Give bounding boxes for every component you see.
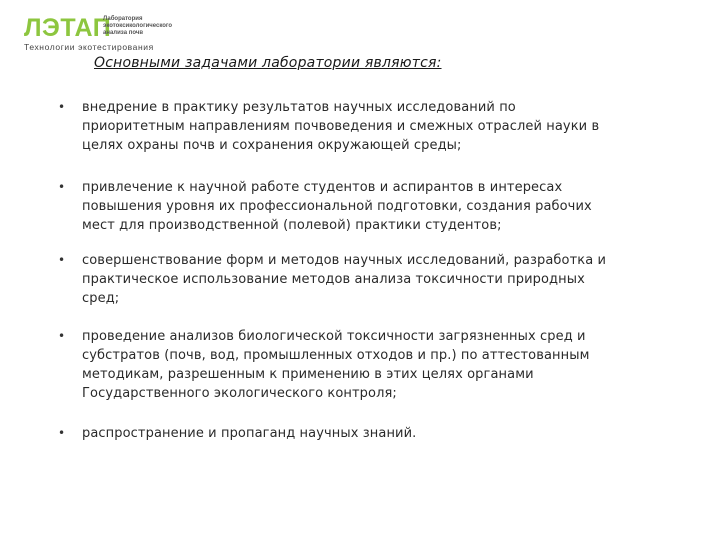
task-text: внедрение в практику результатов научных исследований по приоритетным направлениям почвоведения и смежных отраслей науки в целях охраны почв и сохранения окружающей среды; xyxy=(82,100,600,153)
logo-subtitle xyxy=(103,16,193,37)
logo-tagline: Технологии экотестирования xyxy=(24,42,154,52)
bullet-icon: • xyxy=(58,180,66,194)
task-text: проведение анализов биологической токсичности загрязненных сред и субстратов (почв, вод, промышленных отходов и пр.) по аттестованным методикам, разрешенным к применению в этих целях органами Государственного экологического контроля; xyxy=(82,329,590,401)
logo-subtitle-line: анализа почв xyxy=(103,30,144,36)
bullet-icon: • xyxy=(58,253,66,267)
logo-name: ЛЭТАП xyxy=(24,14,112,42)
page-heading: Основными задачами лаборатории являются: xyxy=(94,55,442,71)
task-text: привлечение к научной работе студентов и аспирантов в интересах повышения уровня их профессиональной подготовки, создания рабочих мест для производственной (полевой) практики студентов; xyxy=(82,180,592,233)
bullet-icon: • xyxy=(58,329,66,343)
task-text: совершенствование форм и методов научных исследований, разработка и практическое использование методов анализа токсичности природных сред; xyxy=(82,253,607,306)
logo-subtitle-line: Лаборатория xyxy=(103,16,143,22)
bullet-icon: • xyxy=(58,426,66,440)
bullet-icon: • xyxy=(58,100,66,114)
task-text: распространение и пропаганд научных знаний. xyxy=(82,426,417,441)
logo-subtitle-line: экотоксикологического xyxy=(103,23,173,29)
